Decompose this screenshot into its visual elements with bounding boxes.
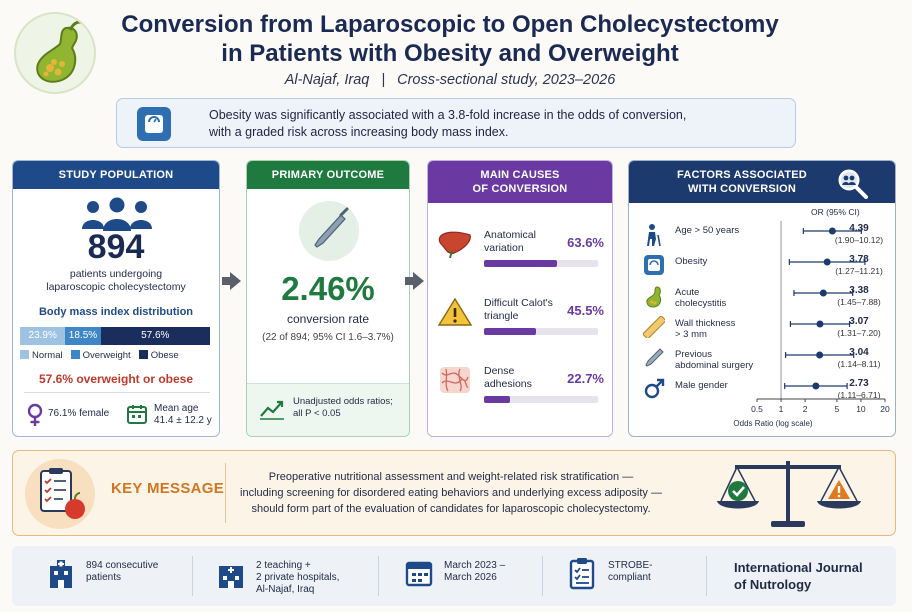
weighing-scale-icon [137,107,171,141]
bmi-legend [20,350,210,361]
banner-line-1: Obesity was significantly associated with a 3.8-fold increase in the odds of conversion, [209,108,687,122]
odds-ratio-point [812,383,819,390]
axis-tick-label: 0.5 [751,404,763,414]
footer-strobe-line-1: STROBE- [608,560,653,571]
odds-ratio-point [816,321,823,328]
footer-hospitals-line-2: 2 private hospitals, [256,572,340,583]
journal-line-1: International Journal [734,560,863,575]
main-causes-header [428,161,612,203]
calendar-icon [404,558,434,593]
footer-period-line-2: March 2026 [444,572,497,583]
cause-bar-fill [484,328,536,335]
factor-label-line-1: Obesity [675,256,708,267]
hospitals-icon [216,558,246,595]
cause-bar-fill [484,260,557,267]
outcome-footnote [247,383,410,437]
legend-swatch [20,350,29,359]
legend-swatch [71,350,80,359]
forest-axis-label: Odds Ratio (log scale) [733,419,813,428]
clipboard-checklist-icon [568,556,596,595]
cause-label [484,297,553,323]
cause-label [484,229,536,255]
cause-bar-track [484,260,598,267]
bmi-legend-item [20,350,63,361]
axis-tick-label: 2 [802,404,808,414]
calendar-icon [126,417,148,428]
bmi-legend-item [139,350,179,361]
footer-hospitals-line-3: Al-Najaf, Iraq [256,584,315,595]
factor-odds-ratio: 4.39 [849,223,869,234]
key-message-title: KEY MESSAGE [111,480,225,497]
odds-ratio-point [820,290,827,297]
factor-label-line-1: Age > 50 years [675,225,740,236]
conversion-rate-ci: (22 of 894; 95% CI 1.6–3.7%) [262,332,394,343]
study-footer [12,546,896,606]
age-value: 41.4 ± 12.2 y [154,415,212,426]
balance-scale-icon [713,453,863,533]
page-title [100,10,800,68]
axis-tick-label: 10 [856,404,866,414]
cause-item [428,361,613,421]
cause-label-line-1: Difficult Calot's [484,297,553,309]
key-message-text [231,469,671,517]
flow-arrow-1 [230,272,241,290]
odds-ratio-point [816,352,823,359]
footer-separator [542,556,543,596]
patient-count-description [12,268,220,294]
cause-label-line-2: adhesions [484,378,532,390]
cause-bar-track [484,396,598,403]
cause-percentage: 22.7% [567,371,604,386]
cause-percentage: 63.6% [567,235,604,250]
patient-count: 894 [87,228,145,266]
factor-label-line-2: abdominal surgery [675,360,754,371]
warning-icon [438,297,472,332]
odds-ratio-point [829,228,836,235]
age-label: Mean age [154,403,199,414]
hospital-building-icon [46,558,76,595]
liver-icon [438,229,472,264]
footer-hospitals-line-1: 2 teaching + [256,560,311,571]
odds-ratio-point [824,259,831,266]
people-group-icon [77,197,157,231]
population-sub-line-1: patients undergoing [69,268,163,280]
cause-label-line-1: Anatomical [484,229,536,241]
causes-header-line-1: MAIN CAUSES [480,169,560,181]
factor-odds-ratio: 3.07 [849,316,869,327]
factor-label-line-2: cholecystitis [675,298,727,309]
factor-odds-ratio: 3.04 [849,347,869,358]
cause-percentage: 45.5% [567,303,604,318]
factor-confidence-interval: (1.11–6.71) [837,390,881,400]
factor-odds-ratio: 2.73 [849,378,869,389]
legend-swatch [139,350,148,359]
factor-label-line-1: Male gender [675,380,728,391]
footer-patients-line-2: patients [86,572,122,583]
forest-plot [629,161,896,437]
cause-label-line-1: Dense [484,365,515,377]
adhesions-icon [438,365,472,400]
key-message-divider [225,463,226,523]
cause-label-line-2: variation [484,242,524,254]
bmi-segment-obese: 57.6% [101,327,210,345]
factor-label-line-1: Acute [675,287,700,298]
banner-line-2: with a graded risk across increasing body mass index. [209,125,509,139]
gallbladder-logo-icon [14,12,96,94]
factor-confidence-interval: (1.31–7.20) [837,328,881,338]
key-message-panel [12,450,896,536]
main-causes-card [427,160,613,437]
factor-confidence-interval: (1.90–10.12) [834,235,884,245]
factors-header-line-1: FACTORS ASSOCIATED [677,169,807,181]
factor-label-line-2: > 3 mm [675,329,707,340]
female-percentage: 76.1% female [48,408,110,419]
finding-banner [116,98,796,148]
population-sub-line-2: laparoscopic cholecystectomy [46,281,186,293]
factor-label-line-1: Wall thickness [675,318,736,329]
factor-confidence-interval: (1.27–11.21) [835,266,883,276]
legend-label: Obese [150,350,179,361]
population-divider [24,392,210,393]
footer-separator [378,556,379,596]
footnote-line-1: Unadjusted odds ratios; [293,396,393,407]
factor-odds-ratio: 3.78 [849,254,869,265]
axis-tick-label: 20 [880,404,890,414]
study-design-text: Cross-sectional study, 2023–2026 [397,72,616,88]
or-ci-column-header: OR (95% CI) [811,207,860,217]
factor-confidence-interval: (1.14–8.11) [837,359,881,369]
bmi-distribution-bar [20,327,210,345]
subtitle [100,72,800,88]
footer-separator [706,556,707,596]
cause-item [428,293,613,353]
factor-label-line-1: Previous [675,349,712,360]
journal-line-2: of Nutrology [734,577,812,592]
key-message-line-1: Preoperative nutritional assessment and weight-related risk stratification — [268,471,634,483]
cause-item [428,225,613,285]
cause-bar-fill [484,396,510,403]
subtitle-separator: | [381,72,386,88]
bmi-distribution-title: Body mass index distribution [38,306,194,318]
footer-strobe-line-2: compliant [608,572,651,583]
conversion-rate-label: conversion rate [286,312,370,326]
axis-tick-label: 1 [778,404,784,414]
study-population-card [12,160,220,437]
overweight-obese-summary: 57.6% overweight or obese [38,372,194,386]
bmi-segment-normal: 23.9% [20,327,65,345]
flow-arrow-2 [413,272,424,290]
trend-chart-icon [259,398,285,425]
title-line-1: Conversion from Laparoscopic to Open Cholecystectomy [121,11,779,38]
bmi-segment-overweight: 18.5% [65,327,100,345]
factor-odds-ratio: 3.38 [849,285,869,296]
female-stat [26,403,110,430]
cause-bar-track [484,328,598,335]
factors-card [628,160,896,437]
age-stat [126,403,212,428]
factors-header-line-2: WITH CONVERSION [687,183,797,195]
axis-tick-label: 5 [834,404,840,414]
primary-outcome-header: PRIMARY OUTCOME [247,161,409,189]
journal-name [734,559,863,593]
conversion-rate-value: 2.46% [281,270,375,307]
checklist-apple-icon [25,459,95,529]
cause-label-line-2: triangle [484,310,519,322]
footer-patients-line-1: 894 consecutive [86,560,159,571]
bmi-legend-item [71,350,131,361]
location-text: Al-Najaf, Iraq [284,72,370,88]
causes-header-line-2: OF CONVERSION [472,183,568,195]
legend-label: Overweight [82,350,131,361]
key-message-line-2: including screening for disordered eating behaviors and underlying excess adiposity — [240,487,662,499]
title-line-2: in Patients with Obesity and Overweight [221,40,679,67]
factor-confidence-interval: (1.45–7.88) [837,297,881,307]
legend-label: Normal [32,350,63,361]
footer-period-line-1: March 2023 – [444,560,506,571]
study-population-header: STUDY POPULATION [13,161,219,189]
scalpel-icon [299,201,359,261]
female-icon [26,419,44,430]
key-message-line-3: should form part of the evaluation of candidates for laparoscopic cholecystectomy. [251,503,651,515]
footnote-line-2: all P < 0.05 [293,408,341,419]
footer-separator [192,556,193,596]
cause-label [484,365,532,391]
